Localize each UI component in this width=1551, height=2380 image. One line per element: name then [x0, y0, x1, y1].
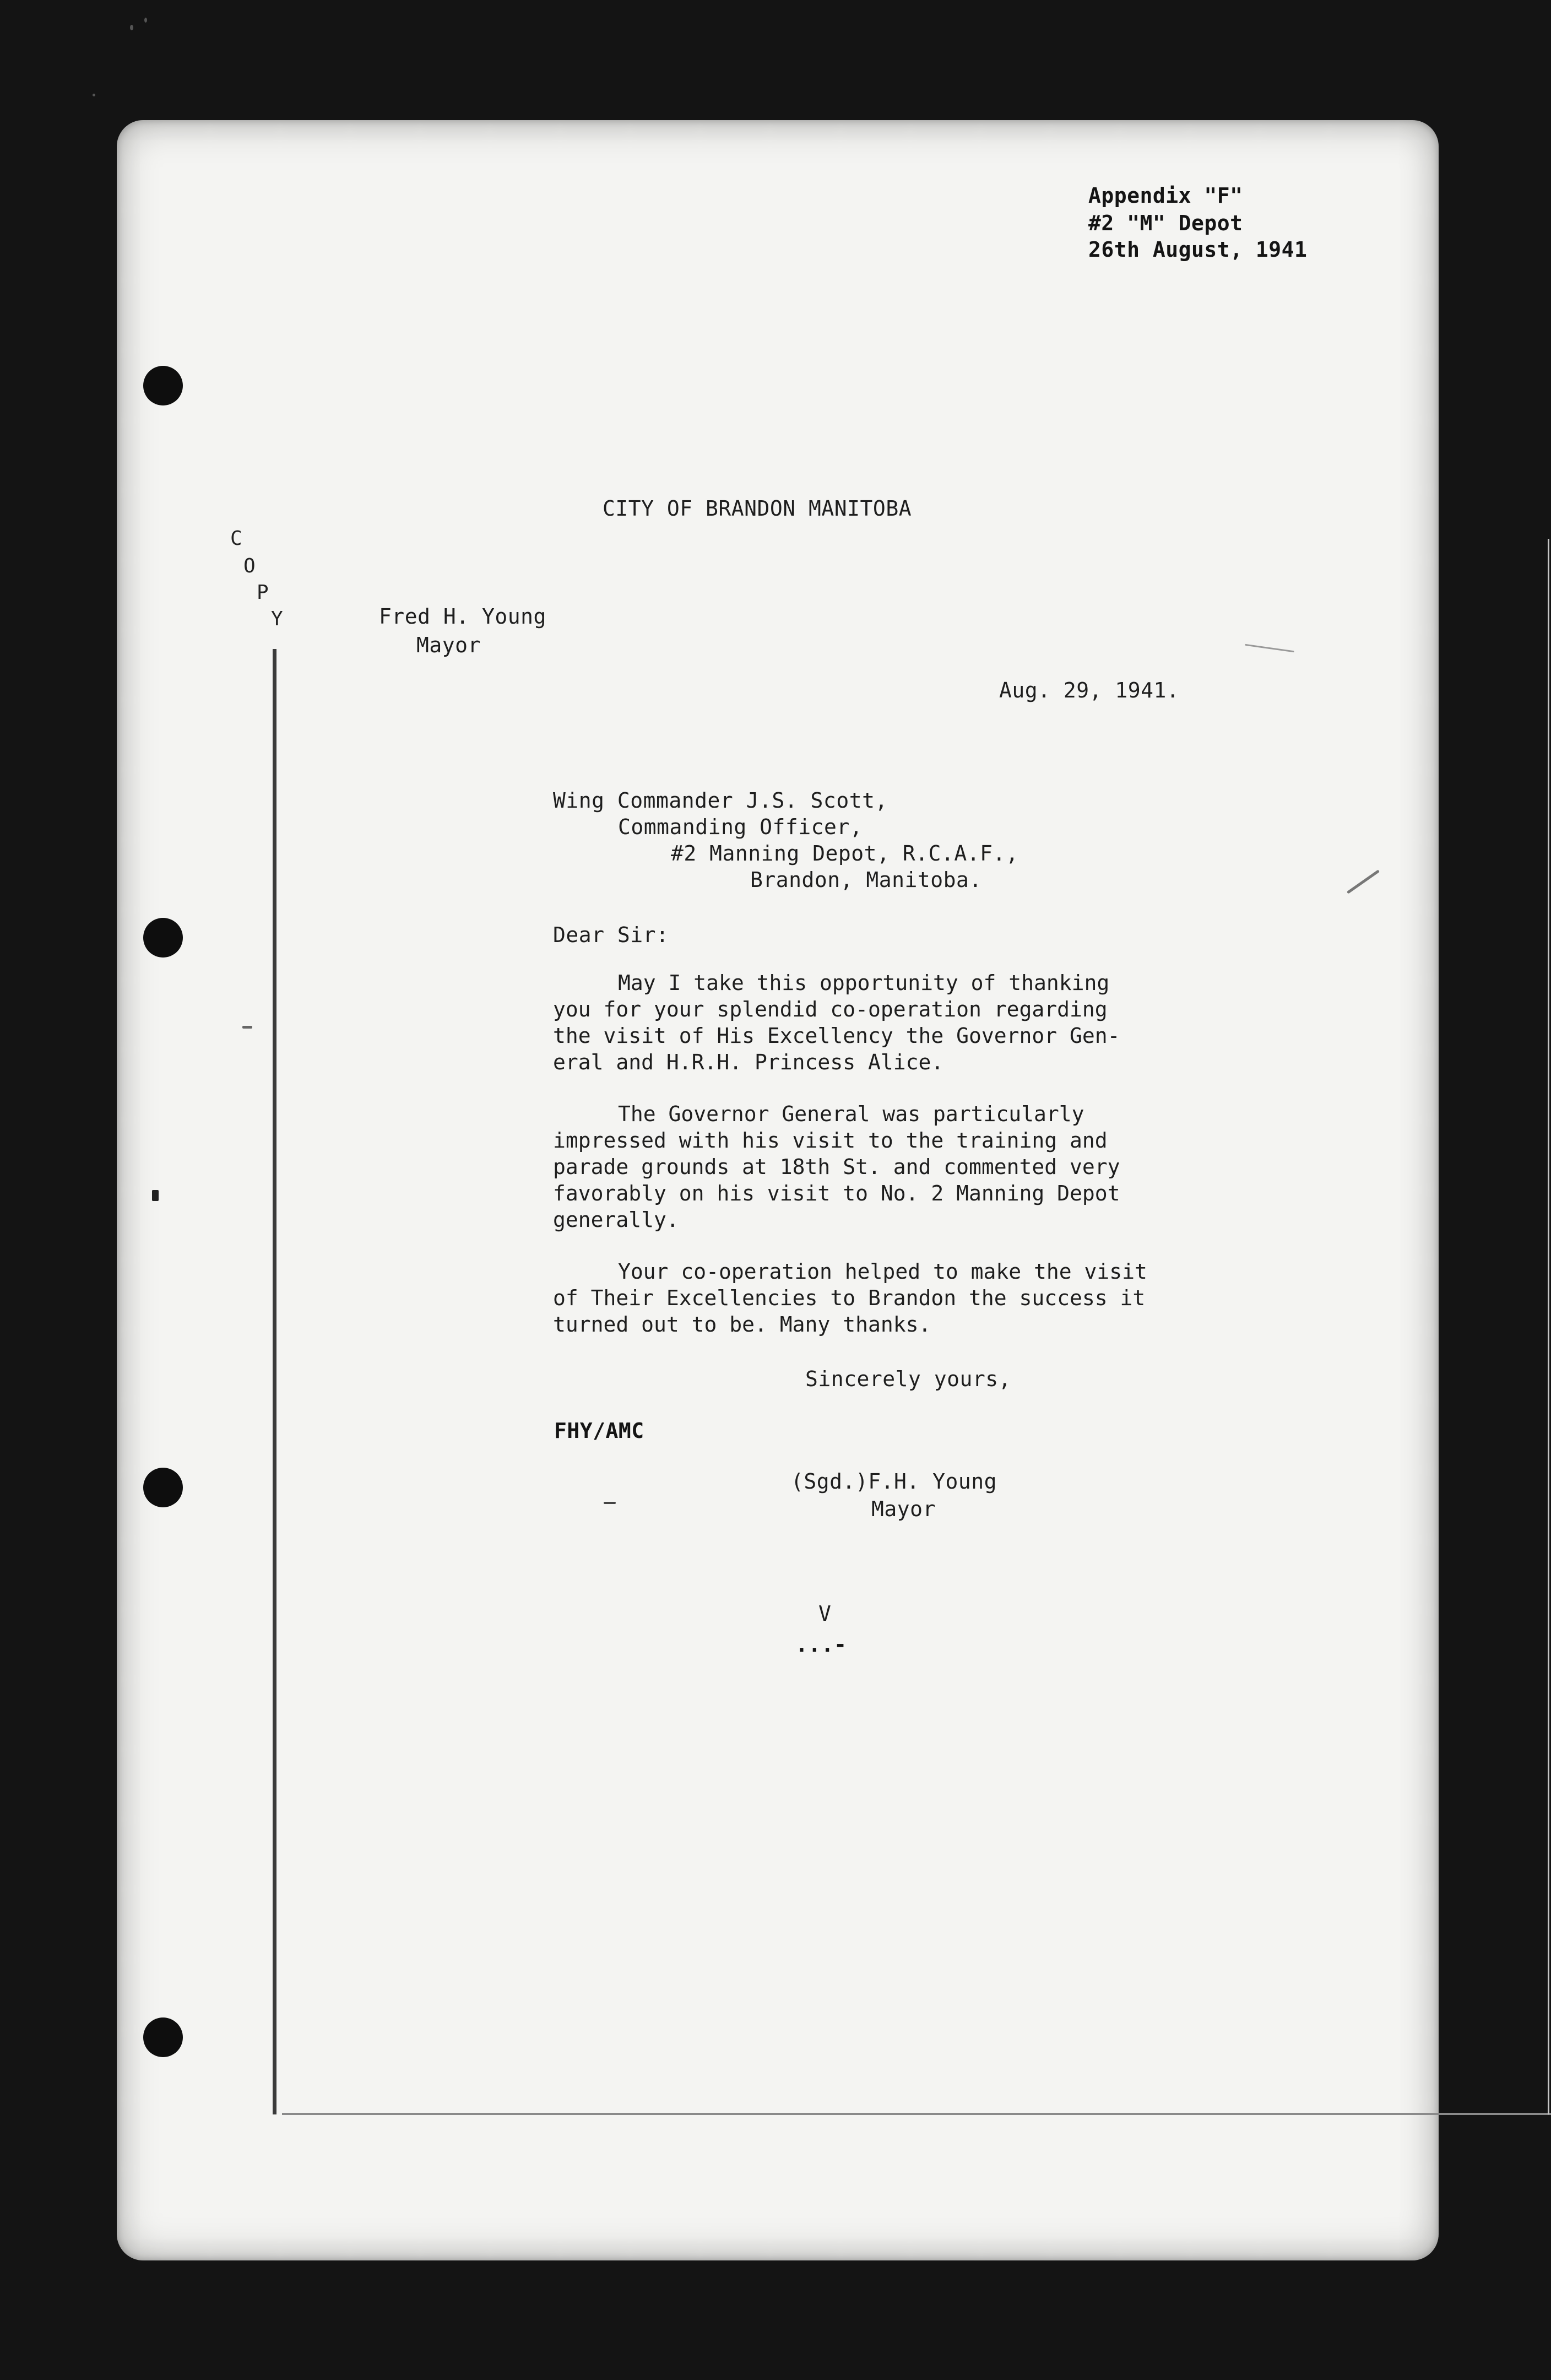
salutation: Dear Sir: [553, 923, 669, 947]
footer-mark-dots: ...- [795, 1632, 847, 1657]
binder-hole-4 [143, 2017, 183, 2057]
footer-mark-v: V [818, 1602, 832, 1626]
sender-name: Fred H. Young [379, 604, 546, 629]
recipient-line-2: Commanding Officer, [618, 815, 863, 839]
recipient-line-1: Wing Commander J.S. Scott, [553, 788, 888, 813]
header-date: 26th August, 1941 [1088, 237, 1308, 262]
scan-speck [144, 18, 147, 23]
recipient-line-3: #2 Manning Depot, R.C.A.F., [671, 841, 1019, 866]
signature-line-1: (Sgd.)F.H. Young [791, 1469, 997, 1494]
closing: Sincerely yours, [805, 1367, 1012, 1391]
inner-page-left-edge [273, 649, 276, 2114]
typist-initials: FHY/AMC [554, 1419, 644, 1443]
scan-speck [93, 94, 95, 96]
copy-mark-letter-p: P [257, 581, 269, 604]
depot-label: #2 "M" Depot [1088, 211, 1243, 235]
copy-mark-letter-c: C [230, 527, 242, 550]
binder-hole-3 [143, 1468, 183, 1507]
signature-line-2: Mayor [871, 1497, 936, 1521]
inner-page-right-edge [1548, 539, 1549, 2114]
body-paragraph-1: May I take this opportunity of thanking you for your splendid co-operation regarding the visit of His Excellency the Governor Gen- eral and H.R.H. Princess Alice. [553, 971, 1120, 1074]
appendix-label: Appendix "F" [1088, 183, 1243, 208]
recipient-line-4: Brandon, Manitoba. [750, 868, 982, 892]
copy-mark-letter-o: O [243, 555, 256, 577]
scan-speck [242, 1026, 252, 1029]
sender-title: Mayor [416, 633, 481, 657]
letter-date: Aug. 29, 1941. [999, 678, 1180, 702]
scan-speck [604, 1502, 616, 1504]
scan-speck [152, 1190, 159, 1201]
body-paragraph-3: Your co-operation helped to make the visit of Their Excellencies to Brandon the success it turned out to be. Many thanks. [553, 1259, 1147, 1337]
scan-speck [130, 25, 133, 30]
binder-hole-2 [143, 918, 183, 958]
letterhead-title: CITY OF BRANDON MANITOBA [603, 496, 912, 521]
copy-mark-letter-y: Y [271, 608, 283, 630]
inner-page-bottom-edge [282, 2113, 1551, 2115]
binder-hole-1 [143, 366, 183, 405]
body-paragraph-2: The Governor General was particularly impressed with his visit to the training and parade grounds at 18th St. and commented very favorably on his visit to No. 2 Manning Depot generally. [553, 1102, 1120, 1232]
